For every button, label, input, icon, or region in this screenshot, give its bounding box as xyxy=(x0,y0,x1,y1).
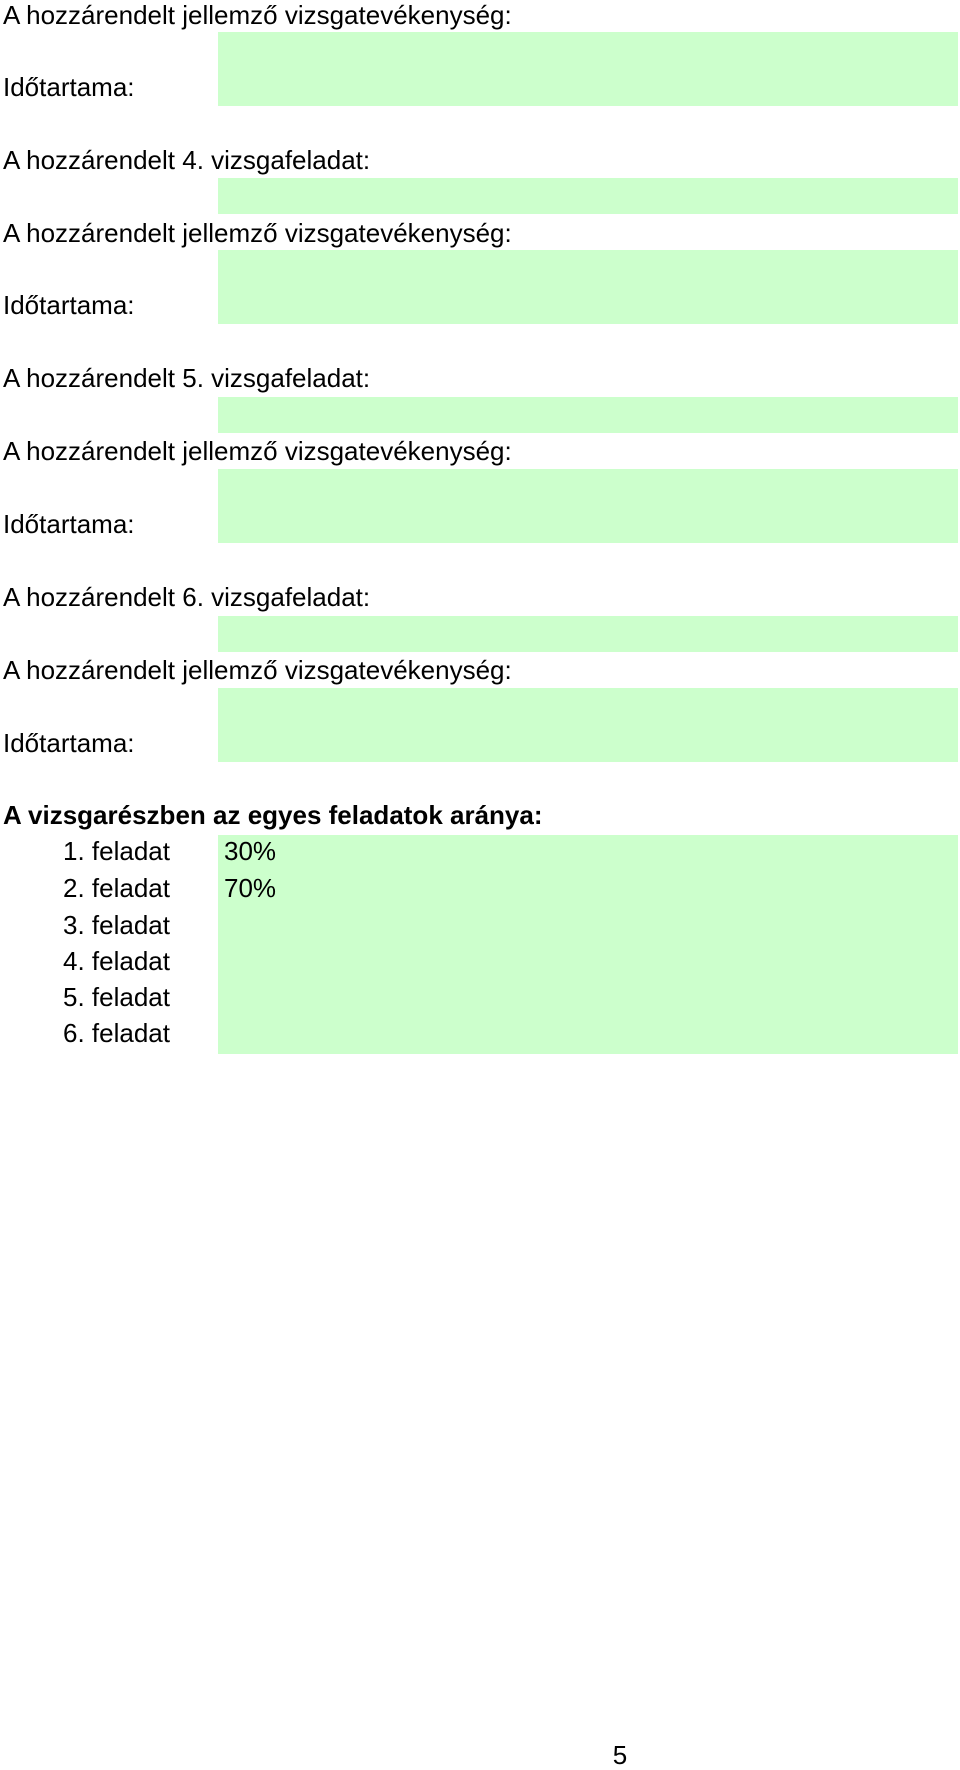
ratio-row-label-6: 6. feladat xyxy=(63,1018,170,1048)
activity-label-6: A hozzárendelt jellemző vizsgatevékenység: xyxy=(3,655,512,685)
duration-label-6: Időtartama: xyxy=(3,728,135,758)
task-field-5[interactable] xyxy=(218,397,958,433)
duration-label-3: Időtartama: xyxy=(3,72,135,102)
page-number: 5 xyxy=(612,1740,628,1770)
ratio-row-label-1: 1. feladat xyxy=(63,836,170,866)
ratio-heading: A vizsgarészben az egyes feladatok aránya: xyxy=(3,800,543,830)
duration-field-3[interactable] xyxy=(218,32,958,106)
task-label-5: A hozzárendelt 5. vizsgafeladat: xyxy=(3,363,371,393)
duration-field-5[interactable] xyxy=(218,469,958,543)
duration-label-5: Időtartama: xyxy=(3,509,135,539)
duration-label-4: Időtartama: xyxy=(3,290,135,320)
activity-label-4: A hozzárendelt jellemző vizsgatevékenység: xyxy=(3,218,512,248)
activity-label-3: A hozzárendelt jellemző vizsgatevékenység: xyxy=(3,0,512,30)
duration-field-4[interactable] xyxy=(218,250,958,324)
ratio-row-value-2[interactable]: 70% xyxy=(224,873,277,903)
task-label-6: A hozzárendelt 6. vizsgafeladat: xyxy=(3,582,371,612)
duration-field-6[interactable] xyxy=(218,688,958,762)
ratio-row-label-3: 3. feladat xyxy=(63,910,170,940)
ratio-row-label-5: 5. feladat xyxy=(63,982,170,1012)
ratio-row-label-4: 4. feladat xyxy=(63,946,170,976)
task-field-6[interactable] xyxy=(218,616,958,652)
task-label-4: A hozzárendelt 4. vizsgafeladat: xyxy=(3,145,371,175)
ratio-row-label-2: 2. feladat xyxy=(63,873,170,903)
task-field-4[interactable] xyxy=(218,178,958,214)
activity-label-5: A hozzárendelt jellemző vizsgatevékenység: xyxy=(3,436,512,466)
ratio-row-value-1[interactable]: 30% xyxy=(224,836,277,866)
ratio-field[interactable] xyxy=(218,835,958,1054)
